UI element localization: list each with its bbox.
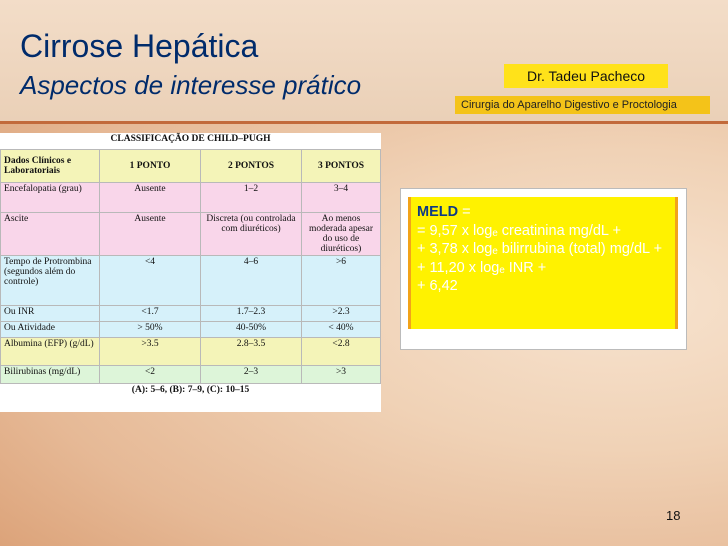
cell: <2.8 — [302, 338, 381, 366]
cell: Ausente — [100, 183, 201, 213]
meld-formula — [408, 197, 678, 329]
cell: >3 — [302, 366, 381, 384]
col-header-1: 1 PONTO — [100, 150, 201, 183]
meld-line-1: = 9,57 x logₑ creatinina mg/dL + — [417, 222, 621, 239]
cell: 1–2 — [201, 183, 302, 213]
row-label: Ou Atividade — [1, 322, 100, 338]
child-pugh-footer: (A): 5–6, (B): 7–9, (C): 10–15 — [131, 385, 250, 395]
row-label: Albumina (EFP) (g/dL) — [1, 338, 100, 366]
row-label: Encefalopatia (grau) — [1, 183, 100, 213]
cell: 40-50% — [201, 322, 302, 338]
page-number: 18 — [666, 508, 681, 523]
slide-title: Cirrose Hepática — [20, 28, 259, 64]
col-header-label: Dados Clínicos e Laboratoriais — [1, 150, 100, 183]
table-row — [1, 183, 381, 213]
row-label: Ascite — [1, 213, 100, 256]
meld-title: MELD — [417, 204, 459, 220]
col-header-2: 2 PONTOS — [201, 150, 302, 183]
cell: <4 — [100, 256, 201, 306]
cell: >3.5 — [100, 338, 201, 366]
cell: 2.8–3.5 — [201, 338, 302, 366]
cell: < 40% — [302, 322, 381, 338]
meld-title-suffix: = — [458, 204, 471, 220]
cell: 2–3 — [201, 366, 302, 384]
cell: <1.7 — [100, 306, 201, 322]
cell: Ao menos moderada apesar do uso de diuréticos) — [302, 213, 381, 256]
col-header-3: 3 PONTOS — [302, 150, 381, 183]
table-row — [1, 306, 381, 322]
child-pugh-title: CLASSIFICAÇÃO DE CHILD–PUGH — [1, 133, 381, 150]
row-label: Bilirubinas (mg/dL) — [1, 366, 100, 384]
table-row — [1, 338, 381, 366]
cell: >2.3 — [302, 306, 381, 322]
table-row — [1, 366, 381, 384]
slide-subtitle: Aspectos de interesse prático — [20, 70, 362, 100]
table-row — [1, 322, 381, 338]
cell: Discreta (ou controlada com diuréticos) — [201, 213, 302, 256]
meld-line-4: + 6,42 — [417, 278, 458, 294]
cell: 3–4 — [302, 183, 381, 213]
cell: >6 — [302, 256, 381, 306]
meld-line-2: + 3,78 x logₑ bilirrubina (total) mg/dL + — [417, 241, 663, 257]
table-row — [1, 256, 381, 306]
table-row — [1, 213, 381, 256]
meld-line-3: + 11,20 x logₑ INR + — [417, 259, 547, 276]
row-label: Ou INR — [1, 306, 100, 322]
header-rule — [0, 121, 728, 124]
row-label: Tempo de Protrombina (segundos além do controle) — [1, 256, 100, 306]
meld-heading — [417, 203, 675, 222]
cell: 4–6 — [201, 256, 302, 306]
author-label: Dr. Tadeu Pacheco — [504, 64, 668, 88]
meld-panel — [400, 188, 687, 350]
cell: > 50% — [100, 322, 201, 338]
cell: <2 — [100, 366, 201, 384]
cell: 1.7–2.3 — [201, 306, 302, 322]
cell: Ausente — [100, 213, 201, 256]
child-pugh-table — [0, 133, 381, 412]
department-label: Cirurgia do Aparelho Digestivo e Proctologia — [455, 96, 710, 114]
